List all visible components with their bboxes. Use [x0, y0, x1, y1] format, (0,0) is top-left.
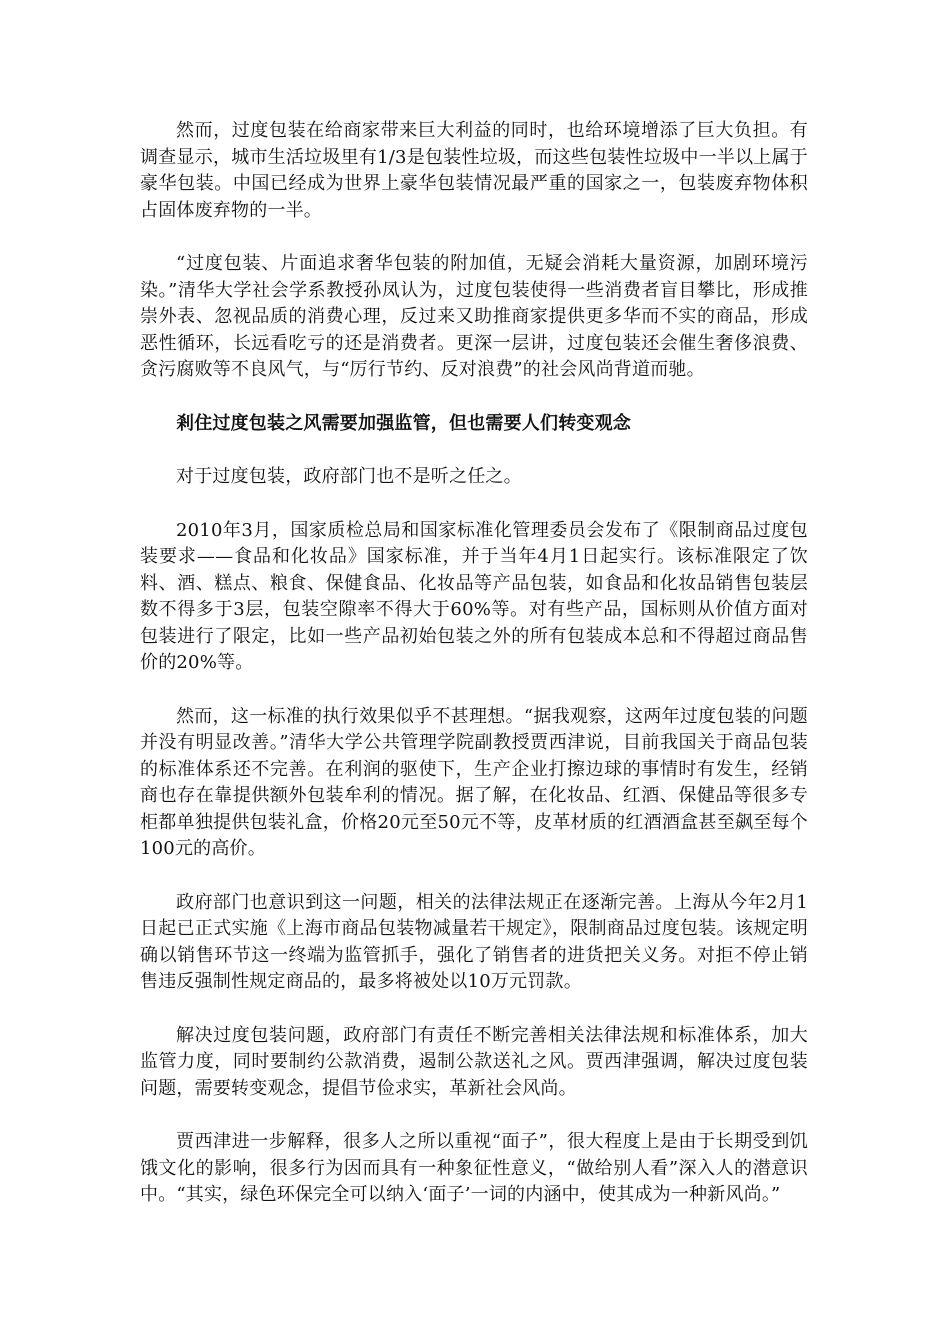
- paragraph-government-response: 对于过度包装，政府部门也不是听之任之。: [176, 466, 522, 487]
- paragraph-national-standard: 2010年3月，国家质检总局和国家标准化管理委员会发布了《限制商品过度包装要求——食品和化妆品》国家标准，并于当年4月1日起实行。该标准限定了饮料、酒、糕点、粮食、保健食品、化妆品等产品包装，如食品和化妆品销售包装层数不得多于3层，包装空隙率不得大于60%等。对有些产品，国标则从价值方面对包装进行了限定，比如一些产品初始包装之外的所有包装成本总和不得超过商品售价的20%等。: [140, 519, 808, 673]
- paragraph-expert-quote: “过度包装、片面追求奢华包装的附加值，无疑会消耗大量资源，加剧环境污染。”清华大学社会学系教授孙凤认为，过度包装使得一些消费者盲目攀比，形成推崇外表、忽视品质的消费心理，反过来又助推商家提供更多华而不实的商品，形成恶性循环，长远看吃亏的还是消费者。更深一层讲，过度包装还会催生奢侈浪费、贪污腐败等不良风气，与“厉行节约、反对浪费”的社会风尚背道而驰。: [140, 253, 808, 380]
- paragraph-shanghai-regulation: 政府部门也意识到这一问题，相关的法律法规正在逐渐完善。上海从今年2月1日起已正式实施《上海市商品包装物减量若干规定》，限制商品过度包装。该规定明确以销售环节这一终端为监管抓手，强化了销售者的进货把关义务。对拒不停止销售违反强制性规定商品的，最多将被处以10万元罚款。: [140, 891, 808, 992]
- paragraph-face-culture: 贾西津进一步解释，很多人之所以重视“面子”，很大程度上是由于长期受到饥饿文化的影响，很多行为因而具有一种象征性意义，“做给别人看”深入人的潜意识中。“其实，绿色环保完全可以纳入‘面子’一词的内涵中，使其成为一种新风尚。”: [140, 1131, 808, 1205]
- article-body: [140, 118, 808, 1236]
- paragraph-solution: 解决过度包装问题，政府部门有责任不断完善相关法律法规和标准体系，加大监管力度，同时要制约公款消费，遏制公款送礼之风。贾西津强调，解决过度包装问题，需要转变观念，提倡节俭求实，革新社会风尚。: [140, 1024, 808, 1099]
- paragraph-standard-effect: 然而，这一标准的执行效果似乎不甚理想。“据我观察，这两年过度包装的问题并没有明显改善。”清华大学公共管理学院副教授贾西津说，目前我国关于商品包装的标准体系还不完善。在利润的驱使下，生产企业打擦边球的事情时有发生，经销商也存在靠提供额外包装牟利的情况。据了解，在化妆品、红酒、保健品等很多专柜都单独提供包装礼盒，价格20元至50元不等，皮革材质的红酒酒盒甚至飙至每个100元的高价。: [140, 705, 808, 859]
- paragraph-environment-burden: 然而，过度包装在给商家带来巨大利益的同时，也给环境增添了巨大负担。有调查显示，城市生活垃圾里有1/3是包装性垃圾，而这些包装性垃圾中一半以上属于豪华包装。中国已经成为世界上豪华包装情况最严重的国家之一，包装废弃物体积占固体废弃物的一半。: [140, 120, 808, 221]
- section-heading: 剎住过度包装之风需要加强监管，但也需要人们转变观念: [176, 412, 631, 434]
